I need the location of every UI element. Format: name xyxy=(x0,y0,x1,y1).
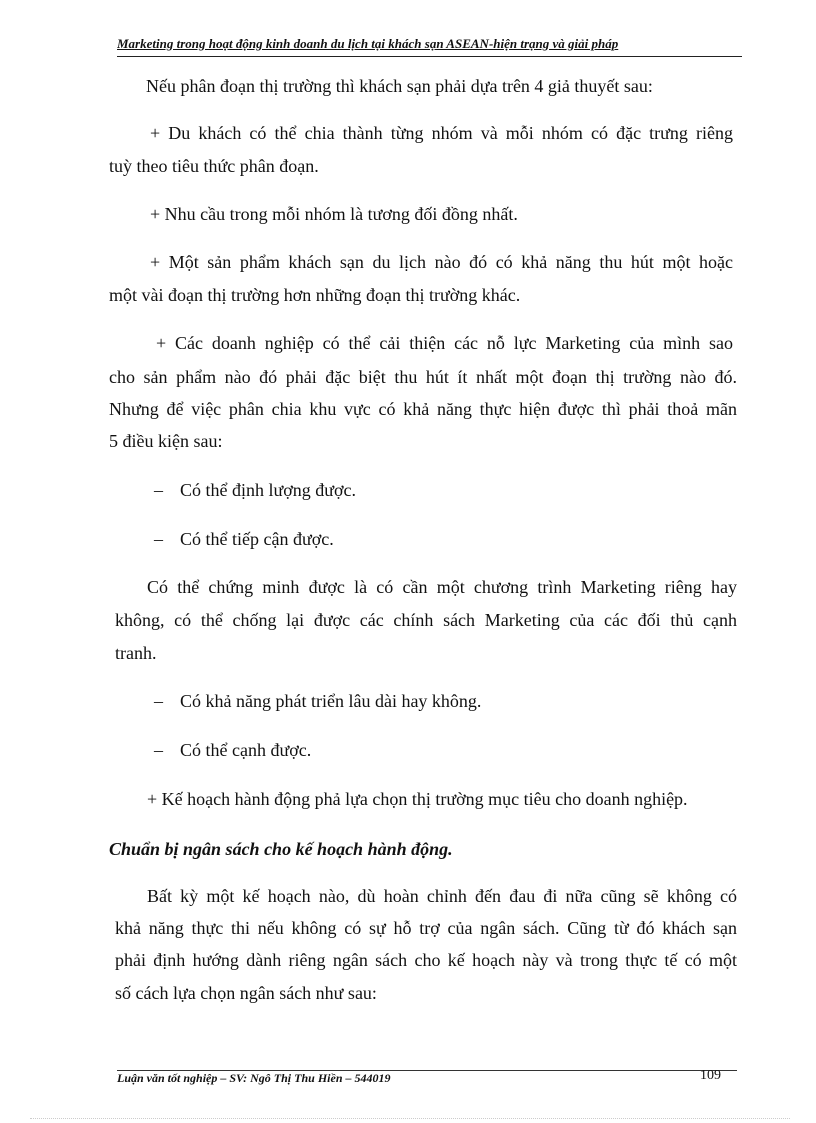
paragraph-line: Bất kỳ một kế hoạch nào, dù hoàn chỉnh đến đau đi nữa cũng sẽ không có xyxy=(147,886,737,906)
dash-list-text: Có thể cạnh được. xyxy=(180,740,312,760)
paragraph-line: số cách lựa chọn ngân sách như sau: xyxy=(115,983,377,1003)
dash-marker: – xyxy=(154,691,163,711)
dash-list-item xyxy=(154,685,481,717)
dash-marker: – xyxy=(154,529,163,549)
paragraph-line: + Các doanh nghiệp có thể cải thiện các nỗ lực Marketing của mình sao xyxy=(156,333,733,353)
dash-list-item xyxy=(154,523,334,555)
dash-list-text: Có thể định lượng được. xyxy=(180,480,357,500)
paragraph-line: không, có thể chống lại được các chính sách Marketing của các đối thủ cạnh xyxy=(115,610,737,630)
paragraph-line: Có thể chứng minh được là có cần một chương trình Marketing riêng hay xyxy=(147,577,737,597)
paragraph-intro: Nếu phân đoạn thị trường thì khách sạn phải dựa trên 4 giả thuyết sau: xyxy=(146,76,653,96)
paragraph-line: tranh. xyxy=(115,643,157,663)
paragraph-line: + Du khách có thể chia thành từng nhóm và mỗi nhóm có đặc trưng riêng xyxy=(150,123,733,143)
dash-marker: – xyxy=(154,480,163,500)
paragraph-line: phải định hướng dành riêng ngân sách cho kế hoạch này và trong thực tế có một xyxy=(115,950,737,970)
dash-list-text: Có thể tiếp cận được. xyxy=(180,529,334,549)
dash-list-item xyxy=(154,734,311,766)
dash-list-text: Có khả năng phát triển lâu dài hay không. xyxy=(180,691,482,711)
page-number: 109 xyxy=(700,1068,721,1083)
page-header: Marketing trong hoạt động kinh doanh du lịch tại khách sạn ASEAN-hiện trạng và giải pháp xyxy=(117,36,742,57)
paragraph-line: + Một sản phẩm khách sạn du lịch nào đó có khả năng thu hút một hoặc xyxy=(150,252,733,272)
paragraph-line: + Kế hoạch hành động phả lựa chọn thị trường mục tiêu cho doanh nghiệp. xyxy=(147,789,688,809)
paragraph-line: tuỳ theo tiêu thức phân đoạn. xyxy=(109,156,319,176)
paragraph-line: khả năng thực thi nếu không có sự hỗ trợ của ngân sách. Cũng từ đó khách sạn xyxy=(115,918,737,938)
dash-list-item xyxy=(154,474,356,506)
paragraph-line: một vài đoạn thị trường hơn những đoạn thị trường khác. xyxy=(109,285,521,305)
paragraph-line: Nhưng để việc phân chia khu vực có khả năng thực hiện được thì phải thoả mãn xyxy=(109,399,737,419)
section-heading: Chuẩn bị ngân sách cho kế hoạch hành động. xyxy=(109,839,453,859)
page-bottom-divider xyxy=(30,1118,790,1119)
paragraph-line: + Nhu cầu trong mỗi nhóm là tương đối đồng nhất. xyxy=(150,204,518,224)
dash-marker: – xyxy=(154,740,163,760)
paragraph-line: 5 điều kiện sau: xyxy=(109,431,223,451)
paragraph-line: cho sản phẩm nào đó phải đặc biệt thu hút ít nhất một đoạn thị trường nào đó. xyxy=(109,367,737,387)
page-footer: Luận văn tốt nghiệp – SV: Ngô Thị Thu Hiền – 544019 xyxy=(117,1071,391,1085)
